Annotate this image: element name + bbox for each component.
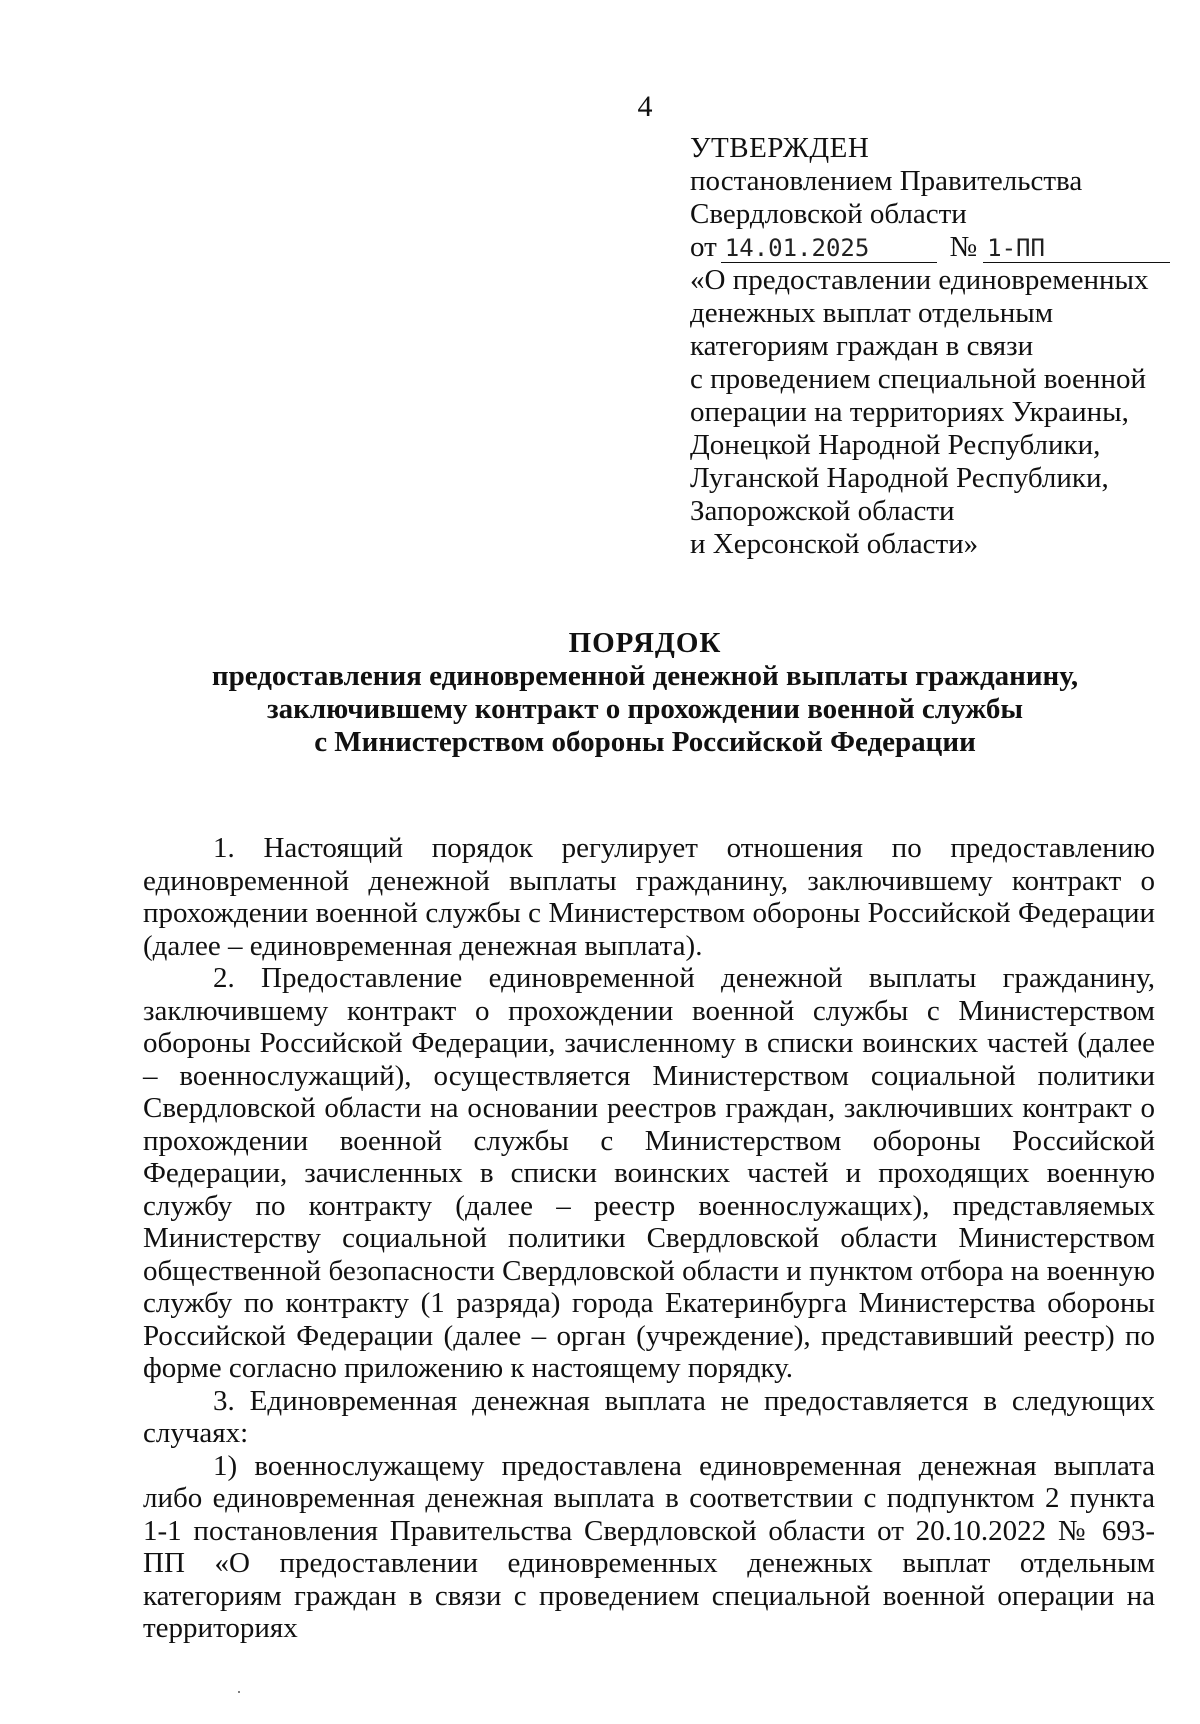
approval-subject-line: и Херсонской области» bbox=[690, 528, 979, 560]
date-prefix: от bbox=[690, 231, 717, 263]
approval-subject-line: денежных выплат отдельным bbox=[690, 297, 1054, 329]
paragraph: 1) военнослужащему предоставлена единовременная денежная выплата либо единовременная денежная выплата в соответствии с подпунктом 2 пункта 1-1 постановления Правительства Свердловской области от 20.10.2022 № 693-ПП «О предоставлении единовременных денежных выплат отдельным категориям граждан в связи с проведением специальной военной операции на территориях bbox=[143, 1449, 1155, 1644]
document-body bbox=[143, 832, 1155, 1645]
paragraph: 1. Настоящий порядок регулирует отношения по предоставлению единовременной денежной выплаты гражданину, заключившему контракт о прохождении военной службы с Министерством обороны Российской Федерации (далее – единовременная денежная выплата). bbox=[143, 832, 1155, 962]
approval-subject-line: Луганской Народной Республики, bbox=[690, 462, 1109, 494]
page-number: 4 bbox=[637, 90, 653, 123]
heading-subtitle-line: заключившему контракт о прохождении военной службы bbox=[267, 693, 1023, 725]
heading-title: ПОРЯДОК bbox=[568, 627, 722, 659]
number-label: № bbox=[949, 231, 978, 263]
approval-subject-line: операции на территориях Украины, bbox=[690, 396, 1129, 428]
paragraph: 3. Единовременная денежная выплата не предоставляется в следующих случаях: bbox=[143, 1384, 1155, 1449]
approval-block bbox=[690, 132, 1170, 561]
heading-subtitle-line: предоставления единовременной денежной выплаты гражданину, bbox=[211, 660, 1079, 692]
approval-line: Свердловской области bbox=[690, 198, 967, 230]
approval-date-field: 14.01.2025 bbox=[721, 234, 938, 263]
heading-subtitle-line: с Министерством обороны Российской Федерации bbox=[314, 726, 976, 758]
approval-subject-line: с проведением специальной военной bbox=[690, 363, 1146, 395]
approval-subject-line: «О предоставлении единовременных bbox=[690, 264, 1149, 296]
approval-subject-line: Запорожской области bbox=[690, 495, 955, 527]
approval-line: постановлением Правительства bbox=[690, 165, 1083, 197]
paragraph: 2. Предоставление единовременной денежной выплаты гражданину, заключившему контракт о прохождении военной службы с Министерством обороны Российской Федерации, зачисленному в списки воинских частей (далее – военнослужащий), осуществляется Министерством социальной политики Свердловской области на основании реестров граждан, заключивших контракт о прохождении военной службы с Министерством обороны Российской Федерации, зачисленных в списки воинских частей и проходящих военную службу по контракту (далее – реестр военнослужащих), представляемых Министерству социальной политики Свердловской области Министерством общественной безопасности Свердловской области и пунктом отбора на военную службу по контракту (1 разряда) города Екатеринбурга Министерства обороны Российской Федерации (далее – орган (учреждение), представивший реестр) по форме согласно приложению к настоящему порядку. bbox=[143, 962, 1155, 1384]
approval-subject-line: Донецкой Народной Республики, bbox=[690, 429, 1101, 461]
document-heading bbox=[0, 627, 1200, 759]
approval-date-line bbox=[690, 231, 1170, 264]
approval-subject-line: категориям граждан в связи bbox=[690, 330, 1034, 362]
approval-number-field: 1-ПП bbox=[983, 234, 1170, 263]
scan-speck bbox=[238, 1691, 240, 1693]
approval-title: УТВЕРЖДЕН bbox=[690, 132, 870, 164]
